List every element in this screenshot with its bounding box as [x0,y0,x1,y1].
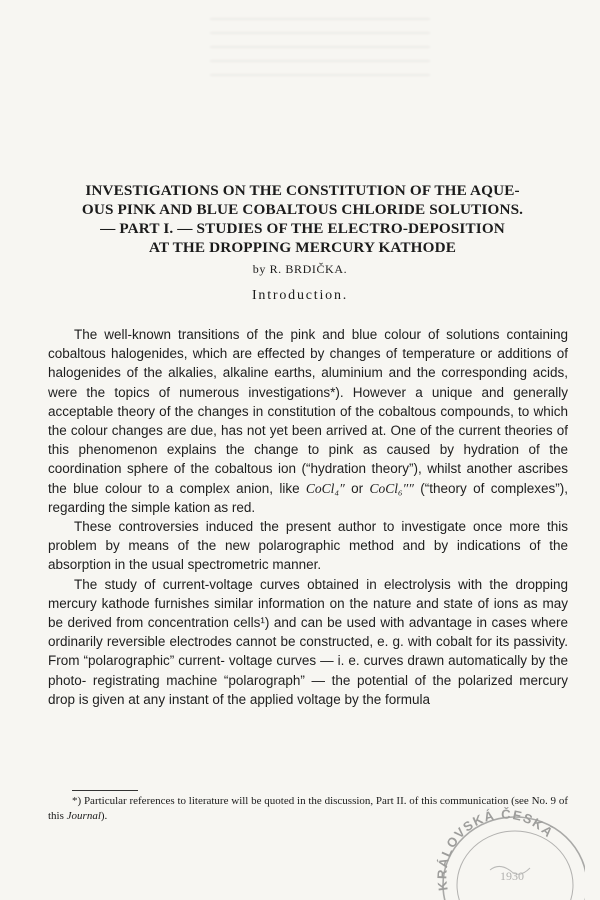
title-line-3: — PART I. — STUDIES OF THE ELECTRO-DEPOSITION [100,220,505,237]
stamp-inner-text: 1930 [500,869,524,883]
formula-cocl6: CoCl₆″″ [369,480,414,496]
library-stamp [420,790,585,900]
footnote-divider [72,790,138,791]
stamp-text: KRÁLOVSKÁ ČESKÁ [434,806,557,892]
paragraph-1-text-b: . However a unique and generally acceptable theory of the changes in constitution of the cobaltous compounds, to which the colour changes are due, has not yet been arrived at. One of the current theories of this phenomenon explains the change to pink as caused by hydration of the coordination sphere of the cobaltous ion (“hydration theory”), whilst another ascribes the blue colour to a complex anion, like [48,384,568,496]
title-line-2: OUS PINK AND BLUE COBALTOUS CHLORIDE SOLUTIONS. [81,201,524,218]
section-heading: Introduction. [251,288,349,303]
paragraph-3-text-b: and can be used with advantage in cases where ordinarily reversible electrodes cannot be constructed, e. g. with cobalt for its passivity. From “polarographic” current- voltage curves — i. e. curves drawn automatically by the photo- registrating machine “polarograph” — the potential of the polarized mercury drop is given at any instant of the applied voltage by the formula [48,615,568,707]
footnote-text-b: ). [100,810,108,822]
reference-1: ¹) [260,615,270,631]
paragraph-1-text-a: The well-known transitions of the pink and blue colour of solutions containing cobaltous halogenides, which are effected by changes of temperature or additions of halogenides of the alkalies, alkaline earths, aluminium and the corresponding acids, were the topics of numerous investigations [48,327,568,400]
footnote-journal: Journal [66,810,101,822]
title-line-1: INVESTIGATIONS ON THE CONSTITUTION OF THE AQUE- [85,182,520,199]
article-body [48,325,568,709]
show-through-text [210,6,430,76]
paragraph-1-or: or [344,480,370,496]
title-line-4: AT THE DROPPING MERCURY KATHODE [148,239,457,256]
author-line: by R. BRDIČKA. [252,262,348,276]
paragraph-3-text-a: The study of current-voltage curves obtained in electrolysis with the dropping mercury kathode furnishes similar information on the nature and state of ions as may be derived from concentration cells [48,576,568,631]
formula-cocl4: CoCl₄″ [305,480,345,496]
svg-text:KRÁLOVSKÁ ČESKÁ [434,807,557,892]
paragraph-3 [48,575,568,709]
paragraph-2: These controversies induced the present author to investigate once more this problem by means of the new polarographic method and by indications of the absorption in the usual spectrometric manner. [48,519,568,573]
paragraph-1-text-c: (“theory of complexes”), regarding the simple kation as red. [48,480,568,515]
paragraph-1 [48,325,568,517]
footnote-text-a: *) Particular references to literature will be quoted in the discussion, Part II. of this communication (see No. 9 of this [48,795,568,822]
article-title [40,181,565,257]
footnote-reference: *) [330,384,340,400]
